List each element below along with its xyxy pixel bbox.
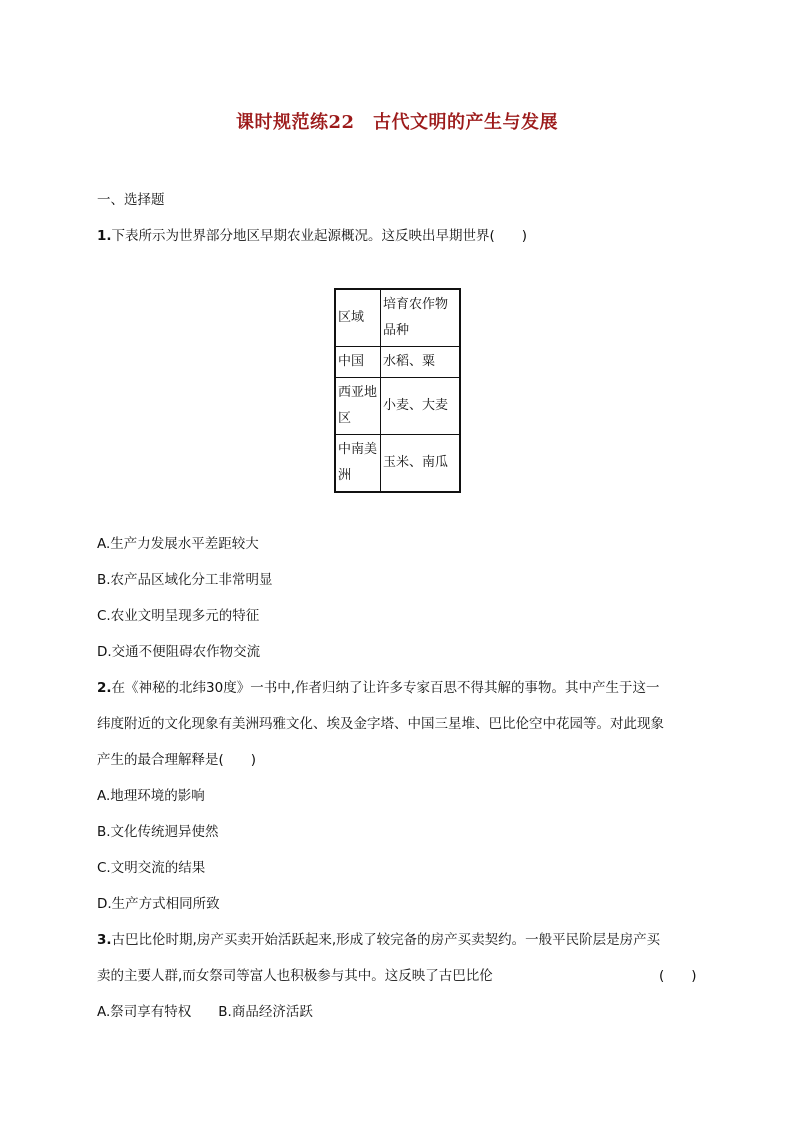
- table-cell: 西亚地区: [335, 378, 381, 435]
- table-cell: 中南美洲: [335, 435, 381, 493]
- question-2-stem-line-1: [97, 678, 660, 698]
- question-1-number: 1.: [97, 228, 112, 244]
- question-3-text-1: 古巴比伦时期,房产买卖开始活跃起来,形成了较完备的房产买卖契约。一般平民阶层是房产买: [111, 932, 661, 948]
- question-2-option-a: A.地理环境的影响: [97, 788, 205, 804]
- question-2-option-b: B.文化传统迥异使然: [97, 824, 219, 840]
- table-cell: 小麦、大麦: [381, 378, 461, 435]
- table-header-cell: 培育农作物品种: [381, 289, 461, 347]
- table-cell: 中国: [335, 347, 381, 378]
- section-heading: 一、选择题: [97, 192, 165, 208]
- table-cell: 水稻、粟: [381, 347, 461, 378]
- question-2-text-1: 在《神秘的北纬30度》一书中,作者归纳了让许多专家百思不得其解的事物。其中产生于这一: [111, 680, 660, 696]
- table-row: [335, 378, 460, 435]
- question-1-option-c: C.农业文明呈现多元的特征: [97, 608, 260, 624]
- question-3-options: A.祭司享有特权 B.商品经济活跃: [97, 1004, 313, 1020]
- question-1-option-d: D.交通不便阻碍农作物交流: [97, 644, 261, 660]
- table-row: [335, 289, 460, 347]
- question-3-stem-line-1: [97, 930, 660, 950]
- table-row: [335, 435, 460, 493]
- question-1-stem: [97, 226, 527, 246]
- page-title: 课时规范练22 古代文明的产生与发展: [235, 112, 559, 133]
- question-1-option-a: A.生产力发展水平差距较大: [97, 536, 259, 552]
- question-3-number: 3.: [97, 932, 112, 948]
- table-header-cell: 区域: [335, 289, 381, 347]
- answer-bracket: ( ): [659, 968, 697, 984]
- question-2-option-c: C.文明交流的结果: [97, 860, 206, 876]
- question-3-stem-line-2: 卖的主要人群,而女祭司等富人也积极参与其中。这反映了古巴比伦: [97, 968, 493, 984]
- question-1-text: 下表所示为世界部分地区早期农业起源概况。这反映出早期世界( ): [111, 228, 528, 244]
- question-2-option-d: D.生产方式相同所致: [97, 896, 220, 912]
- table-cell: 玉米、南瓜: [381, 435, 461, 493]
- question-1-option-b: B.农产品区域化分工非常明显: [97, 572, 273, 588]
- question-2-number: 2.: [97, 680, 112, 696]
- question-2-stem-line-2: 纬度附近的文化现象有美洲玛雅文化、埃及金字塔、中国三星堆、巴比伦空中花园等。对此现象: [97, 716, 664, 732]
- question-2-stem-line-3: 产生的最合理解释是( ): [97, 752, 257, 768]
- crop-table: [334, 288, 461, 493]
- table-row: [335, 347, 460, 378]
